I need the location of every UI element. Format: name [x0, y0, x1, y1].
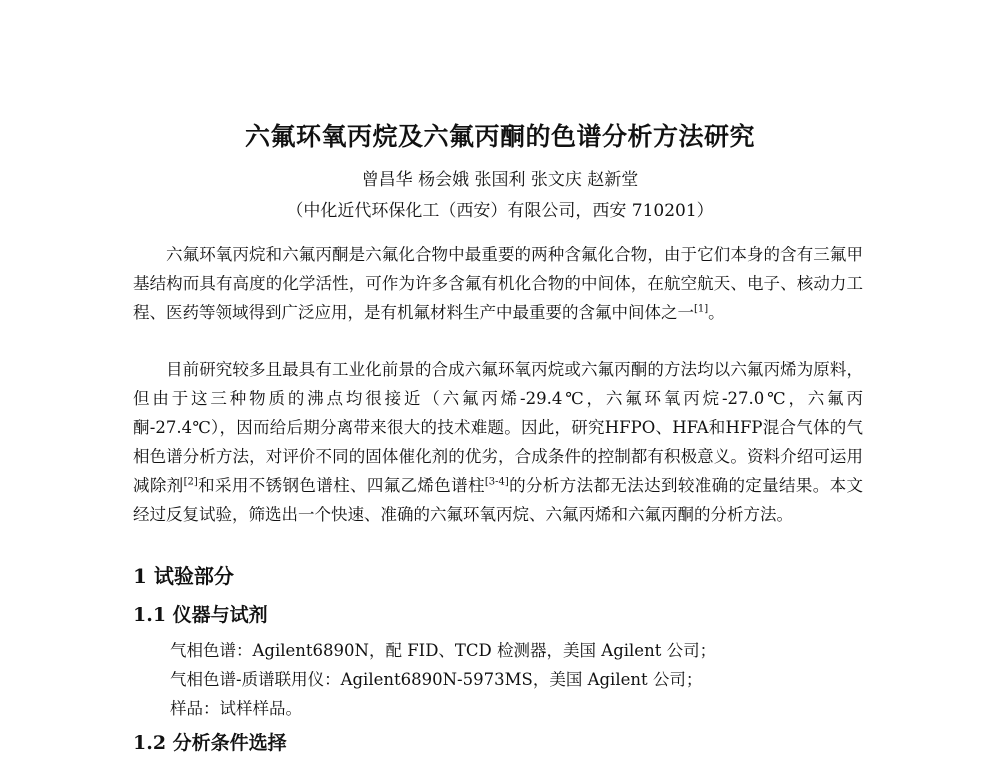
citation-ref: [3-4]	[484, 476, 509, 488]
paper-title: 六氟环氧丙烷及六氟丙酮的色谱分析方法研究	[244, 122, 755, 151]
section-heading-experimental: 1 试验部分	[133, 564, 234, 588]
paragraph-text: 和采用不锈钢色谱柱、四氟乙烯色谱柱	[197, 476, 485, 495]
citation-ref: [1]	[694, 303, 709, 315]
list-item: 气相色谱-质谱联用仪：Agilent6890N-5973MS，美国 Agilent 公司；	[170, 670, 703, 689]
instrument-list	[170, 636, 716, 723]
list-item: 气相色谱：Agilent6890N，配 FID、TCD 检测器，美国 Agilent 公司；	[170, 641, 717, 660]
subsection-heading-conditions: 1.2 分析条件选择	[133, 732, 287, 754]
intro-paragraph-2	[133, 355, 863, 529]
paragraph-text: 六氟环氧丙烷和六氟丙酮是六氟化合物中最重要的两种含氟化合物，由于它们本身的含有三氟甲基结构而具有高度的化学活性，可作为许多含氟有机化合物的中间体，在航空航天、电子、核动力工程、医药等领域得到广泛应用，是有机氟材料生产中最重要的含氟中间体之一	[133, 245, 863, 322]
citation-ref: [2]	[183, 476, 198, 488]
list-item: 样品：试样样品。	[170, 699, 302, 718]
intro-paragraph-1	[133, 240, 863, 327]
subsection-heading-instruments: 1.1 仪器与试剂	[133, 604, 268, 626]
paragraph-text: 的分析方法都无法达到较准确的定量结果。本文经过反复试验，筛选出一个快速、准确的六氟环氧丙烷、六氟丙烯和六氟丙酮的分析方法。	[133, 476, 864, 524]
paragraph-tail: 。	[708, 303, 725, 322]
paragraph-text: 目前研究较多且最具有工业化前景的合成六氟环氧丙烷或六氟丙酮的方法均以六氟丙烯为原料，但由于这三种物质的沸点均很接近（六氟丙烯-29.4℃，六氟环氧丙烷-27.0℃，六氟丙酮-27.4℃），因而给后期分离带来很大的技术难题。因此，研究HFPO、HFA和HFP混合气体的气相色谱分析方法，对评价不同的固体催化剂的优劣，合成条件的控制都有积极意义。资料介绍可运用减除剂	[133, 360, 863, 495]
author-list: 曾昌华 杨会娥 张国利 张文庆 赵新堂	[361, 170, 639, 190]
affiliation: （中化近代环保化工（西安）有限公司，西安 710201）	[286, 201, 714, 221]
